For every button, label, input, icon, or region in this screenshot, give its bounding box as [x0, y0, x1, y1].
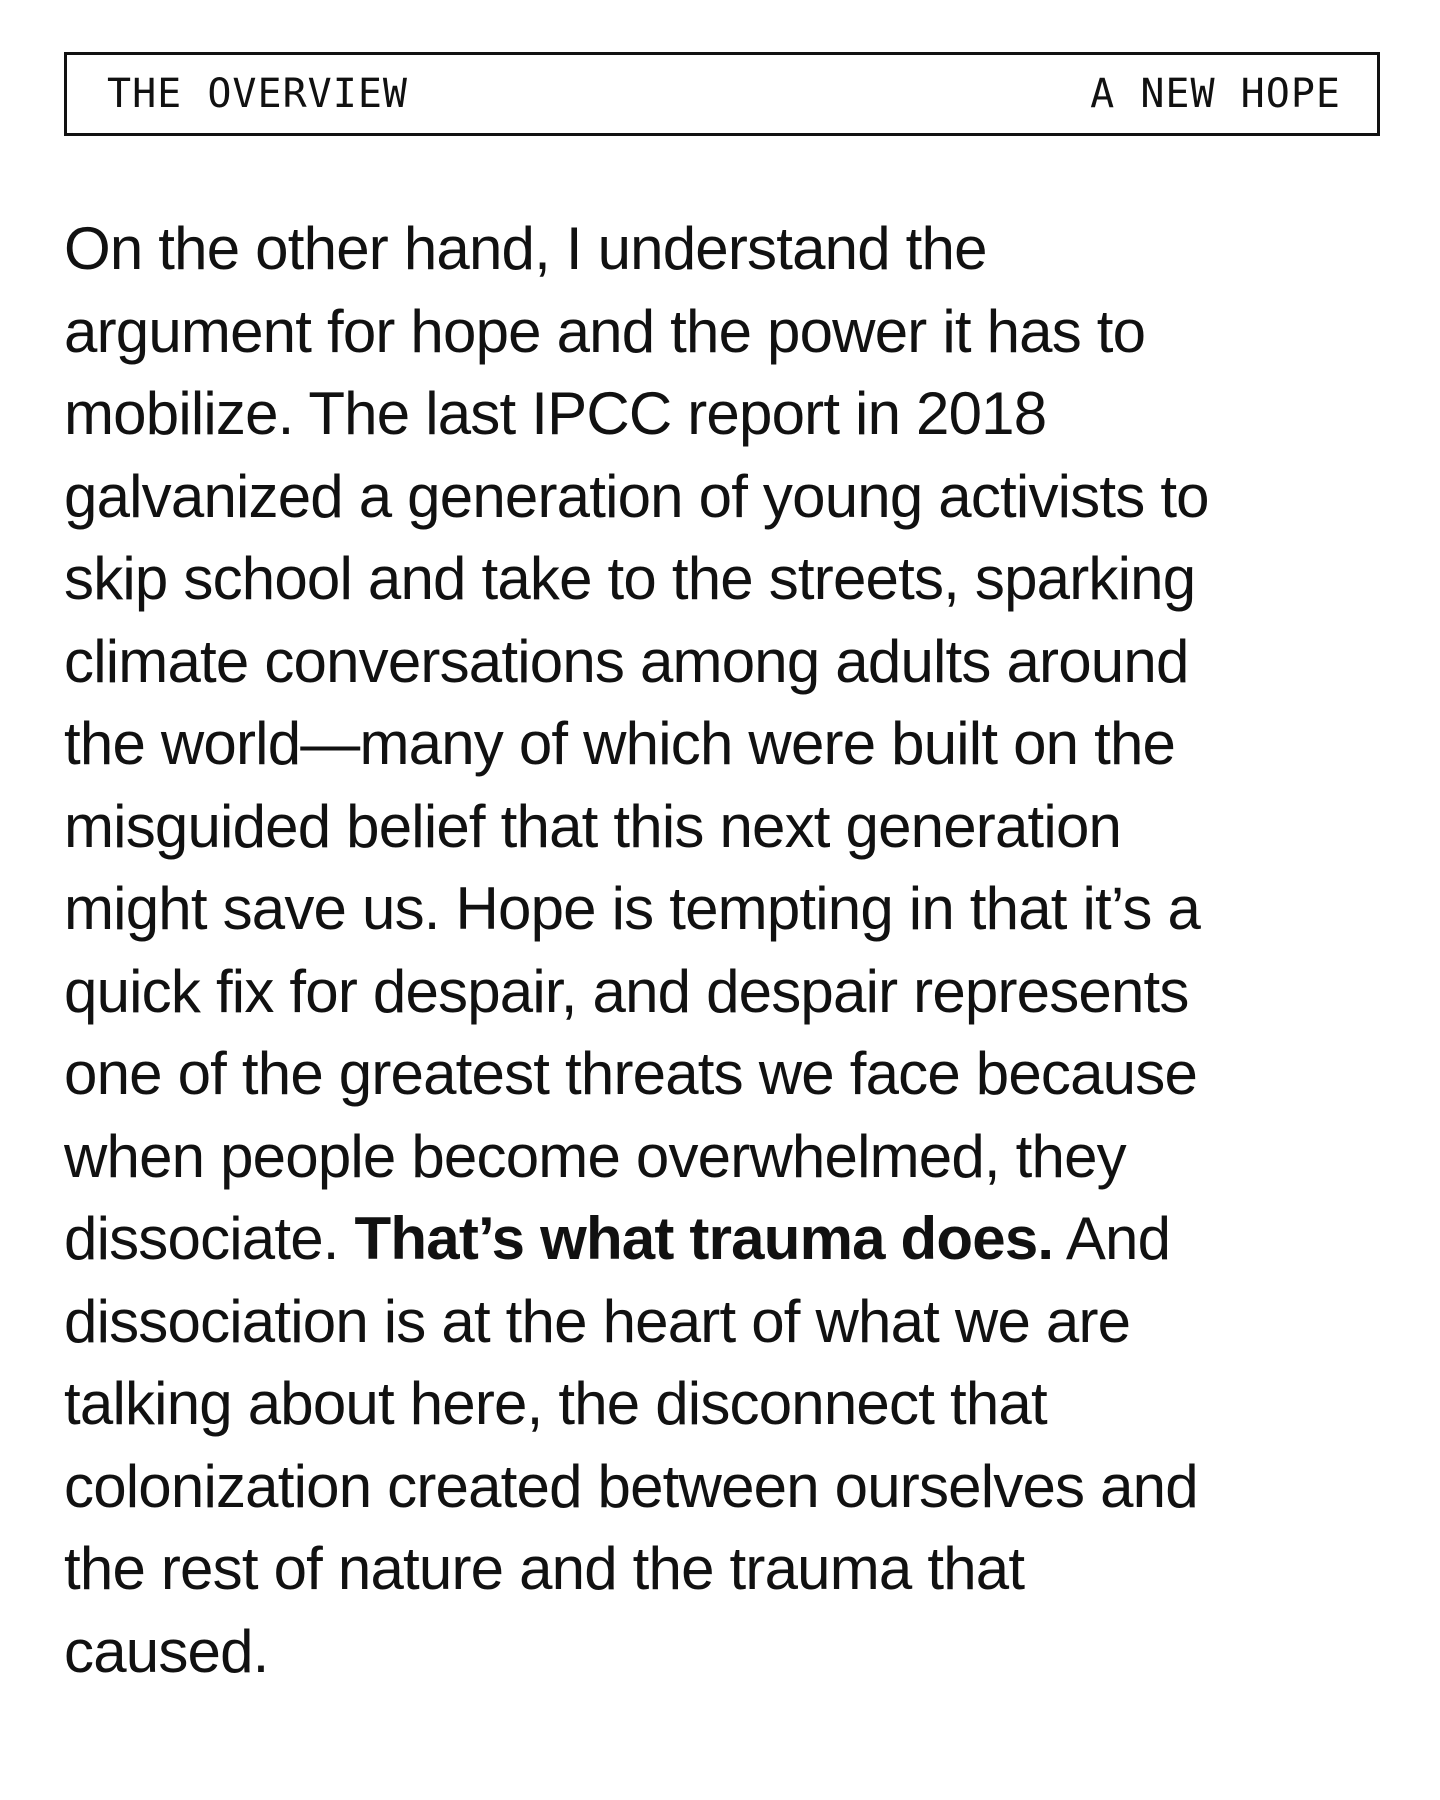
body-line: might save us. Hope is tempting in that it’s a	[64, 875, 1201, 942]
body-line: argument for hope and the power it has to	[64, 297, 1146, 365]
body-line: the world—many of which were built on the	[64, 710, 1176, 777]
body-text-segment: dissociate.	[64, 1205, 355, 1272]
body-line: climate conversations among adults around	[64, 627, 1189, 695]
body-line: galvanized a generation of young activists to	[64, 462, 1209, 530]
emphasis-text: That’s what trauma does.	[354, 1205, 1054, 1272]
body-line: colonization created between ourselves and	[64, 1452, 1198, 1520]
body-line: one of the greatest threats we face because	[64, 1040, 1198, 1107]
header-box	[64, 52, 1380, 136]
body-line: caused.	[64, 1617, 269, 1685]
body-line: misguided belief that this next generation	[64, 792, 1122, 860]
body-line: mobilize. The last IPCC report in 2018	[64, 380, 1047, 447]
body-line: when people become overwhelmed, they	[64, 1122, 1126, 1190]
body-line: On the other hand, I understand the	[64, 215, 987, 282]
body-line-emphasis	[64, 1198, 1404, 1281]
body-line: dissociation is at the heart of what we are	[64, 1287, 1131, 1355]
article-title: A NEW HOPE	[1090, 71, 1341, 117]
article-body	[64, 208, 1404, 1693]
body-line: skip school and take to the streets, sparking	[64, 545, 1196, 612]
section-label: THE OVERVIEW	[107, 71, 408, 117]
body-text-segment: And	[1053, 1205, 1171, 1272]
body-line: the rest of nature and the trauma that	[64, 1535, 1025, 1602]
body-line: talking about here, the disconnect that	[64, 1370, 1047, 1437]
body-line: quick fix for despair, and despair represents	[64, 957, 1189, 1025]
